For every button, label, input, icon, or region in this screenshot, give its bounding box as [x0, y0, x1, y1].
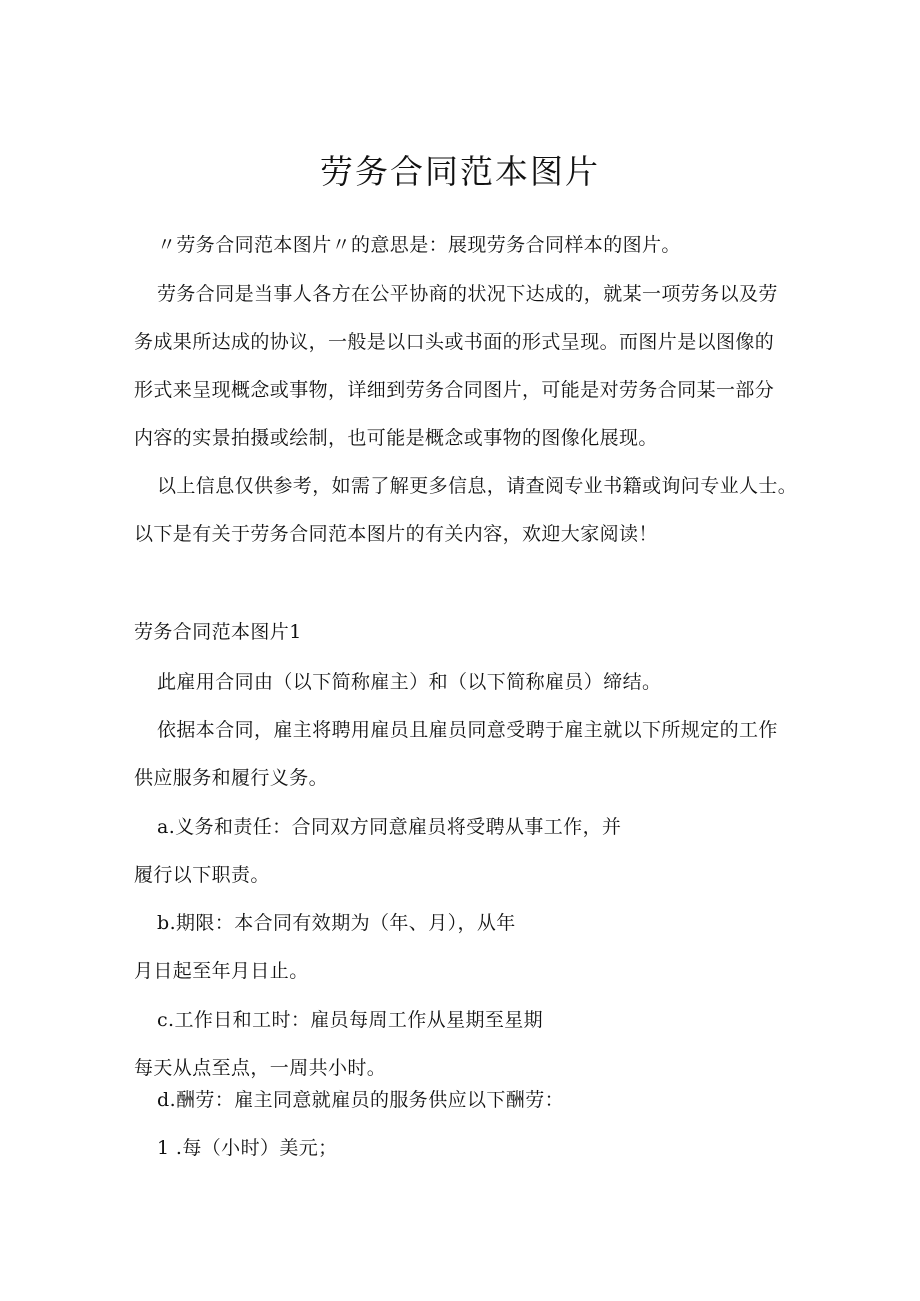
intro-paragraph-2-line-1: 劳务合同是当事人各方在公平协商的状况下达成的，就某一项劳务以及劳 [157, 283, 778, 305]
section-1-paragraph-2-line-1: 依据本合同，雇主将聘用雇员且雇员同意受聘于雇主就以下所规定的工作 [157, 719, 778, 741]
intro-paragraph-1: 〃劳务合同范本图片〃的意思是：展现劳务合同样本的图片。 [157, 234, 681, 256]
item-a-line-1: a.义务和责任：合同双方同意雇员将受聘从事工作，并 [157, 816, 622, 838]
item-c-line-2: 每天从点至点，一周共小时。 [134, 1057, 387, 1079]
intro-paragraph-2-line-2: 务成果所达成的协议，一般是以口头或书面的形式呈现。而图片是以图像的 [134, 331, 775, 353]
item-b-line-1: b.期限：本合同有效期为（年、月），从年 [157, 912, 516, 934]
intro-paragraph-3-line-2: 以下是有关于劳务合同范本图片的有关内容，欢迎大家阅读！ [134, 523, 658, 545]
section-1-paragraph-1: 此雇用合同由（以下简称雇主）和（以下简称雇员）缔结。 [157, 671, 662, 693]
document-title: 劳务合同范本图片 [320, 152, 600, 191]
intro-paragraph-2-line-3: 形式来呈现概念或事物，详细到劳务合同图片，可能是对劳务合同某一部分 [134, 379, 775, 401]
item-d: d.酬劳：雇主同意就雇员的服务供应以下酬劳： [157, 1089, 565, 1111]
item-a-line-2: 履行以下职责。 [134, 864, 270, 886]
section-1-paragraph-2-line-2: 供应服务和履行义务。 [134, 767, 329, 789]
item-c-line-1: c.工作日和工时：雇员每周工作从星期至星期 [157, 1009, 544, 1031]
item-1: 1 .每（小时）美元； [157, 1137, 338, 1159]
intro-paragraph-3-line-1: 以上信息仅供参考，如需了解更多信息，请查阅专业书籍或询问专业人士。 [157, 475, 798, 497]
intro-paragraph-2-line-4: 内容的实景拍摄或绘制，也可能是概念或事物的图像化展现。 [134, 427, 658, 449]
section-1-heading: 劳务合同范本图片1 [134, 621, 302, 643]
item-b-line-2: 月日起至年月日止。 [134, 960, 309, 982]
